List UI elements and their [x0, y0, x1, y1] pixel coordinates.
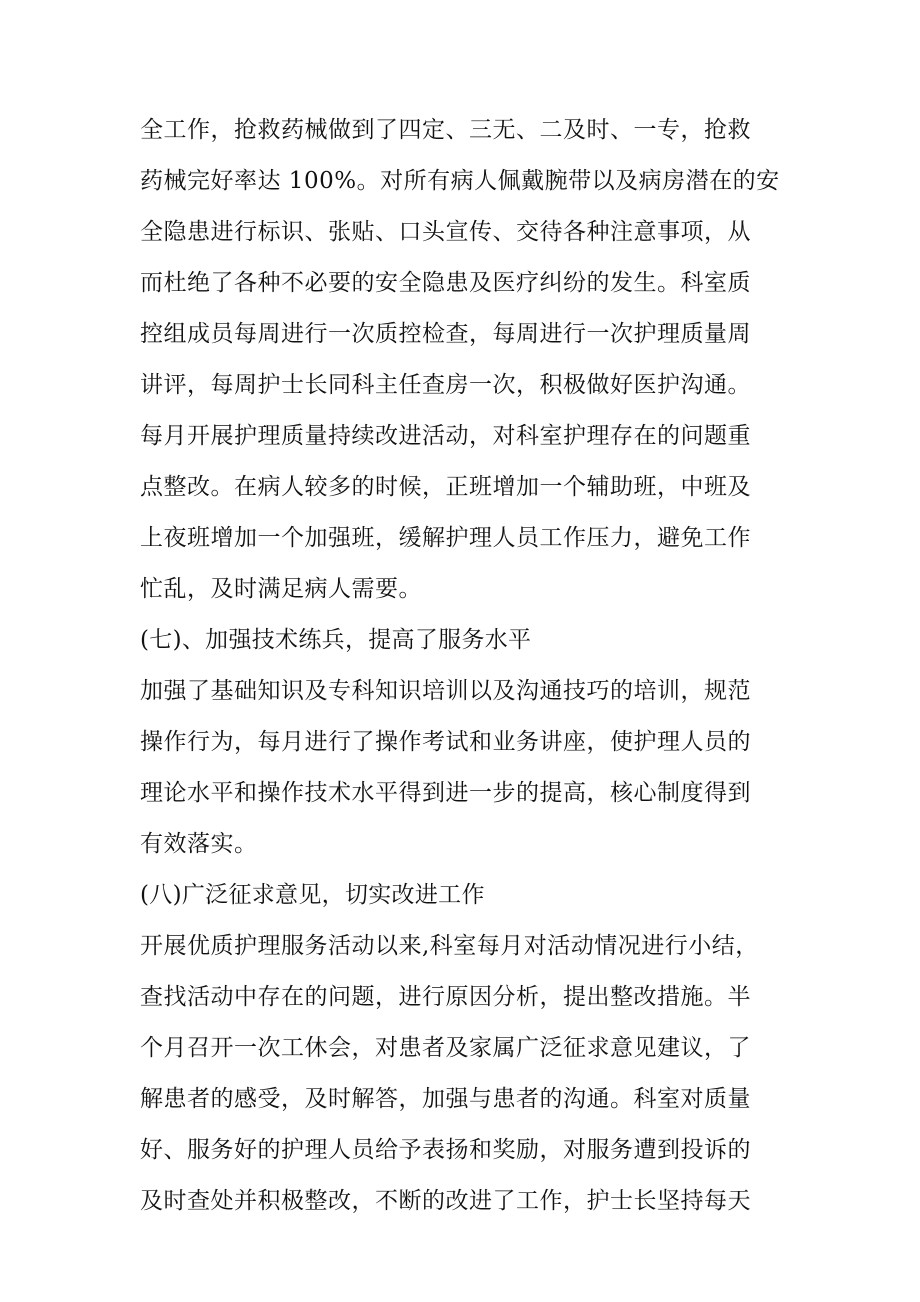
text-line: 操作行为，每月进行了操作考试和业务讲座，使护理人员的 [140, 729, 751, 755]
text-line: 查找活动中存在的问题，进行原因分析，提出整改措施。半 [140, 984, 751, 1010]
text-line: 及时查处并积极整改，不断的改进了工作，护士长坚持每天 [140, 1188, 751, 1214]
text-line: 每月开展护理质量持续改进活动，对科室护理存在的问题重 [140, 423, 751, 449]
section-heading-8: (八)广泛征求意见，切实改进工作 [140, 882, 485, 908]
text-line: 控组成员每周进行一次质控检查，每周进行一次护理质量周 [140, 321, 751, 347]
text-line: 解患者的感受，及时解答，加强与患者的沟通。科室对质量 [140, 1086, 751, 1112]
text-line: 点整改。在病人较多的时候，正班增加一个辅助班，中班及 [140, 474, 751, 500]
text-line: 讲评，每周护士长同科主任查房一次，积极做好医护沟通。 [140, 372, 751, 398]
text-line: 有效落实。 [140, 831, 258, 857]
text-line: 上夜班增加一个加强班，缓解护理人员工作压力，避免工作 [140, 525, 751, 551]
text-line: 全隐患进行标识、张贴、口头宣传、交待各种注意事项，从 [140, 219, 751, 245]
text-line: 全工作，抢救药械做到了四定、三无、二及时、一专，抢救 [140, 117, 751, 143]
text-line: 加强了基础知识及专科知识培训以及沟通技巧的培训，规范 [140, 678, 751, 704]
text-line: 个月召开一次工休会，对患者及家属广泛征求意见建议，了 [140, 1035, 751, 1061]
text-line: 开展优质护理服务活动以来,科室每月对活动情况进行小结， [140, 933, 759, 959]
text-line: 药械完好率达 100%。对所有病人佩戴腕带以及病房潜在的安 [140, 168, 780, 194]
text-line: 而杜绝了各种不必要的安全隐患及医疗纠纷的发生。科室质 [140, 270, 751, 296]
section-heading-7: (七)、加强技术练兵，提高了服务水平 [140, 627, 532, 653]
text-line: 忙乱，及时满足病人需要。 [140, 576, 422, 602]
text-line: 理论水平和操作技术水平得到进一步的提高，核心制度得到 [140, 780, 751, 806]
text-line: 好、服务好的护理人员给予表扬和奖励，对服务遭到投诉的 [140, 1137, 751, 1163]
